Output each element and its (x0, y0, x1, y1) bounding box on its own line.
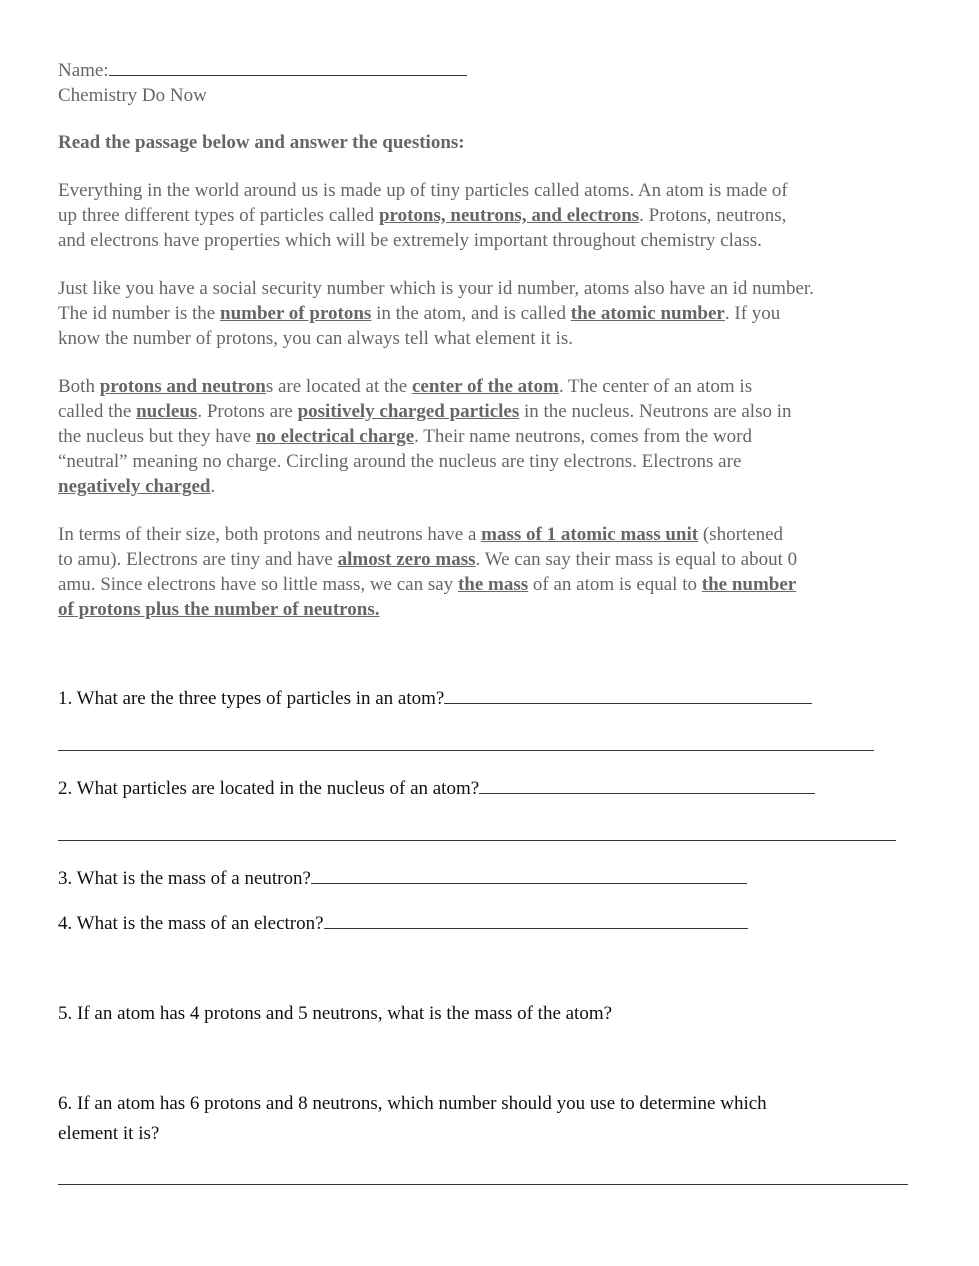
key-term: negatively charged (58, 476, 211, 497)
key-term: center of the atom (411, 376, 559, 397)
p3-line-1: Both protons and neutrons are located at the center of the atom. The center of an atom is (58, 376, 753, 397)
key-term: positively charged particles (297, 401, 520, 422)
question-6-line-1: 6. If an atom has 6 protons and 8 neutrons, which number should you use to determine which (58, 1093, 767, 1114)
p2-line-2: The id number is the number of protons in the atom, and is called the atomic number. If you (58, 303, 781, 324)
p4-line-2: to amu). Electrons are tiny and have almost zero mass. We can say their mass is equal to about 0 (58, 549, 798, 570)
p4-line-3: amu. Since electrons have so little mass, we can say the mass of an atom is equal to the number (58, 574, 797, 595)
question-5: 5. If an atom has 4 protons and 5 neutrons, what is the mass of the atom? (58, 1003, 613, 1024)
question-6-line-2: element it is? (58, 1123, 160, 1144)
answer-blank-3[interactable] (311, 882, 747, 884)
key-term: the number (701, 574, 797, 595)
page-subtitle: Chemistry Do Now (58, 85, 207, 106)
key-term: the atomic number (570, 303, 725, 324)
name-label: Name: (58, 60, 109, 81)
key-term: the mass (457, 574, 529, 595)
answer-blank-1[interactable] (444, 702, 812, 704)
question-4: 4. What is the mass of an electron? (58, 911, 748, 936)
p3-line-5: negatively charged. (58, 476, 216, 497)
name-blank[interactable] (109, 74, 467, 76)
key-term: number of protons (220, 303, 372, 324)
p1-line-1: Everything in the world around us is made up of tiny particles called atoms. An atom is made of (58, 180, 788, 201)
p3-line-3: the nucleus but they have no electrical charge. Their name neutrons, comes from the word (58, 426, 752, 447)
instructions: Read the passage below and answer the questions: (58, 132, 465, 153)
p3-line-2: called the nucleus. Protons are positively charged particles in the nucleus. Neutrons are also in (58, 401, 792, 422)
key-term: no electrical charge (255, 426, 415, 447)
p2-line-1: Just like you have a social security number which is your id number, atoms also have an id number. (58, 278, 814, 299)
key-term: nucleus (136, 401, 198, 422)
question-2: 2. What particles are located in the nucleus of an atom? (58, 776, 815, 801)
p1-line-3: and electrons have properties which will be extremely important throughout chemistry class. (58, 230, 762, 251)
question-3: 3. What is the mass of a neutron? (58, 866, 747, 891)
key-term: protons, neutrons, and electrons (378, 205, 640, 226)
key-term: mass of 1 atomic mass unit (481, 524, 699, 545)
answer-line-2[interactable] (58, 840, 896, 841)
answer-line-1[interactable] (58, 750, 874, 751)
answer-blank-4[interactable] (324, 927, 748, 929)
p1-line-2: up three different types of particles called protons, neutrons, and electrons. Protons, neutrons, (58, 205, 787, 226)
question-1: 1. What are the three types of particles in an atom? (58, 686, 812, 711)
answer-line-6[interactable] (58, 1184, 908, 1185)
p4-line-1: In terms of their size, both protons and neutrons have a mass of 1 atomic mass unit (shortened (58, 524, 784, 545)
p2-line-3: know the number of protons, you can always tell what element it is. (58, 328, 573, 349)
name-field[interactable] (58, 58, 467, 83)
key-term: protons and neutron (99, 376, 266, 397)
p3-line-4: “neutral” meaning no charge. Circling around the nucleus are tiny electrons. Electrons are (58, 451, 742, 472)
p4-line-4 (58, 597, 379, 622)
answer-blank-2[interactable] (479, 792, 815, 794)
key-term: almost zero mass (337, 549, 476, 570)
key-term: of protons plus the number of neutrons. (58, 599, 380, 620)
